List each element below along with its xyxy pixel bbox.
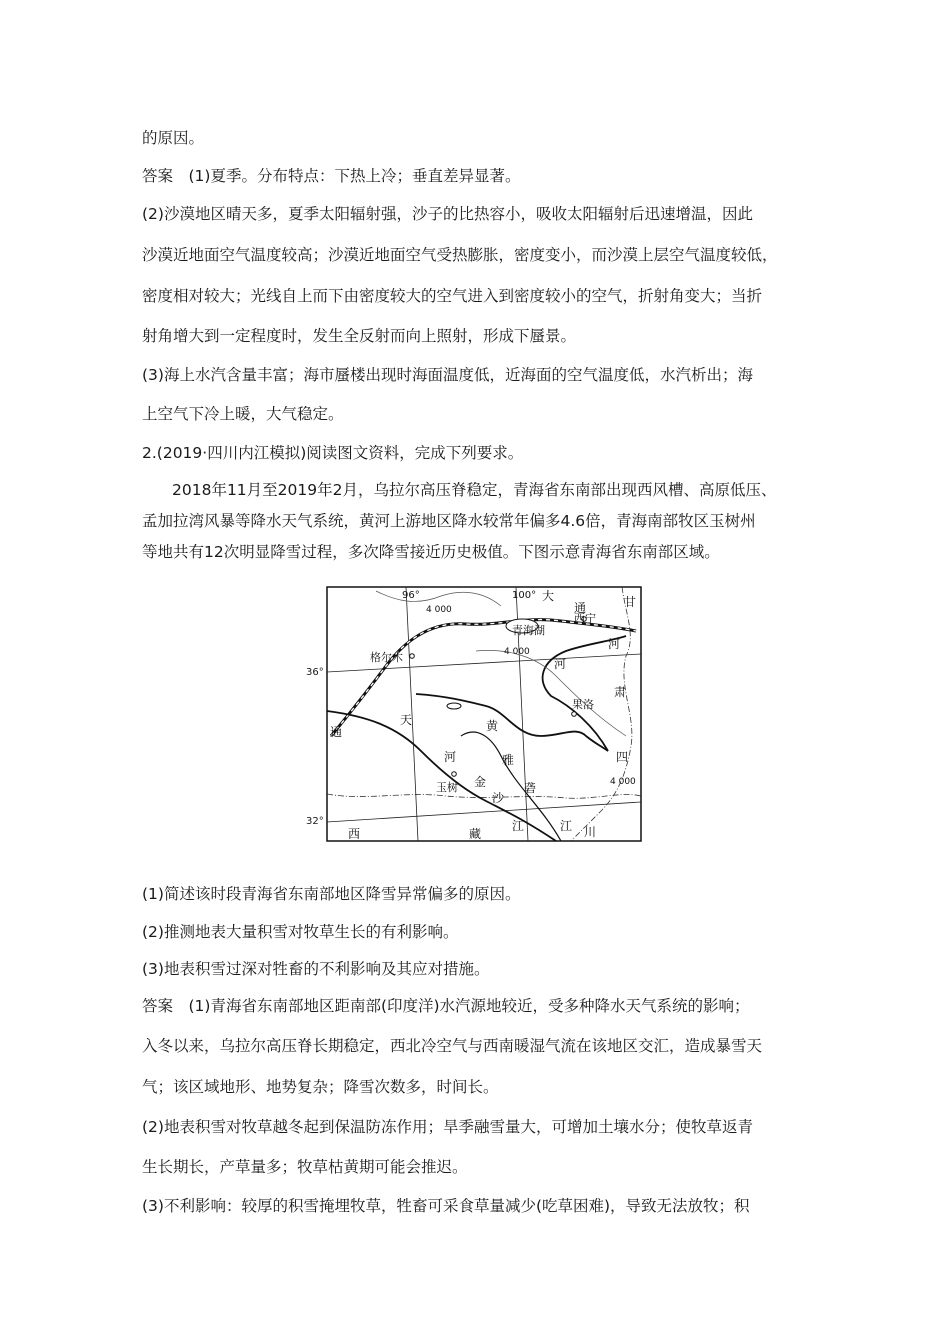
lon-label: 96° <box>402 590 420 601</box>
region-char: 黄 <box>486 719 499 733</box>
question-title: 2.(2019·四川内江模拟)阅读图文资料，完成下列要求。 <box>142 444 524 462</box>
lake-small <box>447 703 461 709</box>
region-char: 天 <box>400 713 413 727</box>
text-line: 的原因。 <box>142 129 205 147</box>
place-label: 青海湖 <box>512 624 545 637</box>
text-line: 等地共有12次明显降雪过程，多次降雪接近历史极值。下图示意青海省东南部区域。 <box>142 543 720 561</box>
city-marker <box>572 712 577 717</box>
place-label: 格尔木 <box>370 651 403 664</box>
text-line: (3)不利影响：较厚的积雪掩埋牧草，牲畜可采食草量减少(吃草困难)，导致无法放牧；积 <box>142 1197 750 1215</box>
region-char: 沙 <box>492 791 505 805</box>
qinghai-map <box>326 586 642 842</box>
lat-label: 36° <box>306 667 324 678</box>
answer-line: 答案 (1)夏季。分布特点：下热上冷；垂直差异显著。 <box>142 167 521 185</box>
text-line: 2018年11月至2019年2月，乌拉尔高压脊稳定，青海省东南部出现西风槽、高原低压、 <box>172 481 777 499</box>
text-line: 生长期长，产草量多；牧草枯黄期可能会推迟。 <box>142 1158 468 1176</box>
question-line: (2)推测地表大量积雪对牧草生长的有利影响。 <box>142 923 459 941</box>
region-char: 河 <box>554 657 567 671</box>
question-line: (3)地表积雪过深对牲畜的不利影响及其应对措施。 <box>142 960 490 978</box>
text-line: 密度相对较大；光线自上而下由密度较大的空气进入到密度较小的空气，折射角变大；当折 <box>142 287 763 305</box>
text-line: 孟加拉湾风暴等降水天气系统，黄河上游地区降水较常年偏多4.6倍，青海南部牧区玉树州 <box>142 512 756 530</box>
place-label: 西宁 <box>574 612 596 625</box>
answer-line: 答案 (1)青海省东南部地区距南部(印度洋)水汽源地较近，受多种降水天气系统的影响； <box>142 997 750 1015</box>
region-char: 四 <box>616 750 629 764</box>
region-char: 川 <box>584 825 597 839</box>
region-char: 河 <box>444 750 457 764</box>
text-line: 气；该区域地形、地势复杂；降雪次数多，时间长。 <box>142 1078 499 1096</box>
region-char: 通 <box>330 725 343 739</box>
region-char: 雅 <box>502 753 515 767</box>
question-line: (1)简述该时段青海省东南部地区降雪异常偏多的原因。 <box>142 885 521 903</box>
text-line: 入冬以来，乌拉尔高压脊长期稳定，西北冷空气与西南暖湿气流在该地区交汇，造成暴雪天 <box>142 1037 763 1055</box>
region-char: 通 <box>574 601 587 615</box>
region-char: 西 <box>348 827 361 841</box>
place-label: 玉树 <box>436 781 458 794</box>
text-line: 射角增大到一定程度时，发生全反射而向上照射，形成下蜃景。 <box>142 327 577 345</box>
region-char: 江 <box>560 819 573 833</box>
text-line: (2)沙漠地区晴天多，夏季太阳辐射强，沙子的比热容小，吸收太阳辐射后迅速增温，因此 <box>142 205 753 223</box>
region-char: 甘 <box>624 595 637 609</box>
text-line: 沙漠近地面空气温度较高；沙漠近地面空气受热膨胀，密度变小，而沙漠上层空气温度较低， <box>142 246 778 264</box>
text-line: 上空气下冷上暖，大气稳定。 <box>142 405 344 423</box>
region-char: 肃 <box>614 685 627 699</box>
contour-label: 4 000 <box>610 777 636 787</box>
contour-label: 4 000 <box>504 647 530 657</box>
region-char: 藏 <box>469 827 482 841</box>
region-char: 砻 <box>524 781 537 795</box>
place-label: 果洛 <box>572 698 594 711</box>
city-marker <box>410 654 415 659</box>
text-line: (3)海上水汽含量丰富；海市蜃楼出现时海面温度低，近海面的空气温度低，水汽析出；海 <box>142 366 753 384</box>
region-char: 金 <box>474 775 487 789</box>
contour-label: 4 000 <box>426 605 452 615</box>
text-line: (2)地表积雪对牧草越冬起到保温防冻作用；旱季融雪量大，可增加土壤水分；使牧草返青 <box>142 1118 753 1136</box>
region-char: 江 <box>512 819 525 833</box>
lon-label: 100° <box>512 590 537 601</box>
city-marker <box>452 772 457 777</box>
lat-label: 32° <box>306 816 324 827</box>
region-char: 河 <box>608 637 621 651</box>
region-char: 大 <box>542 589 555 603</box>
